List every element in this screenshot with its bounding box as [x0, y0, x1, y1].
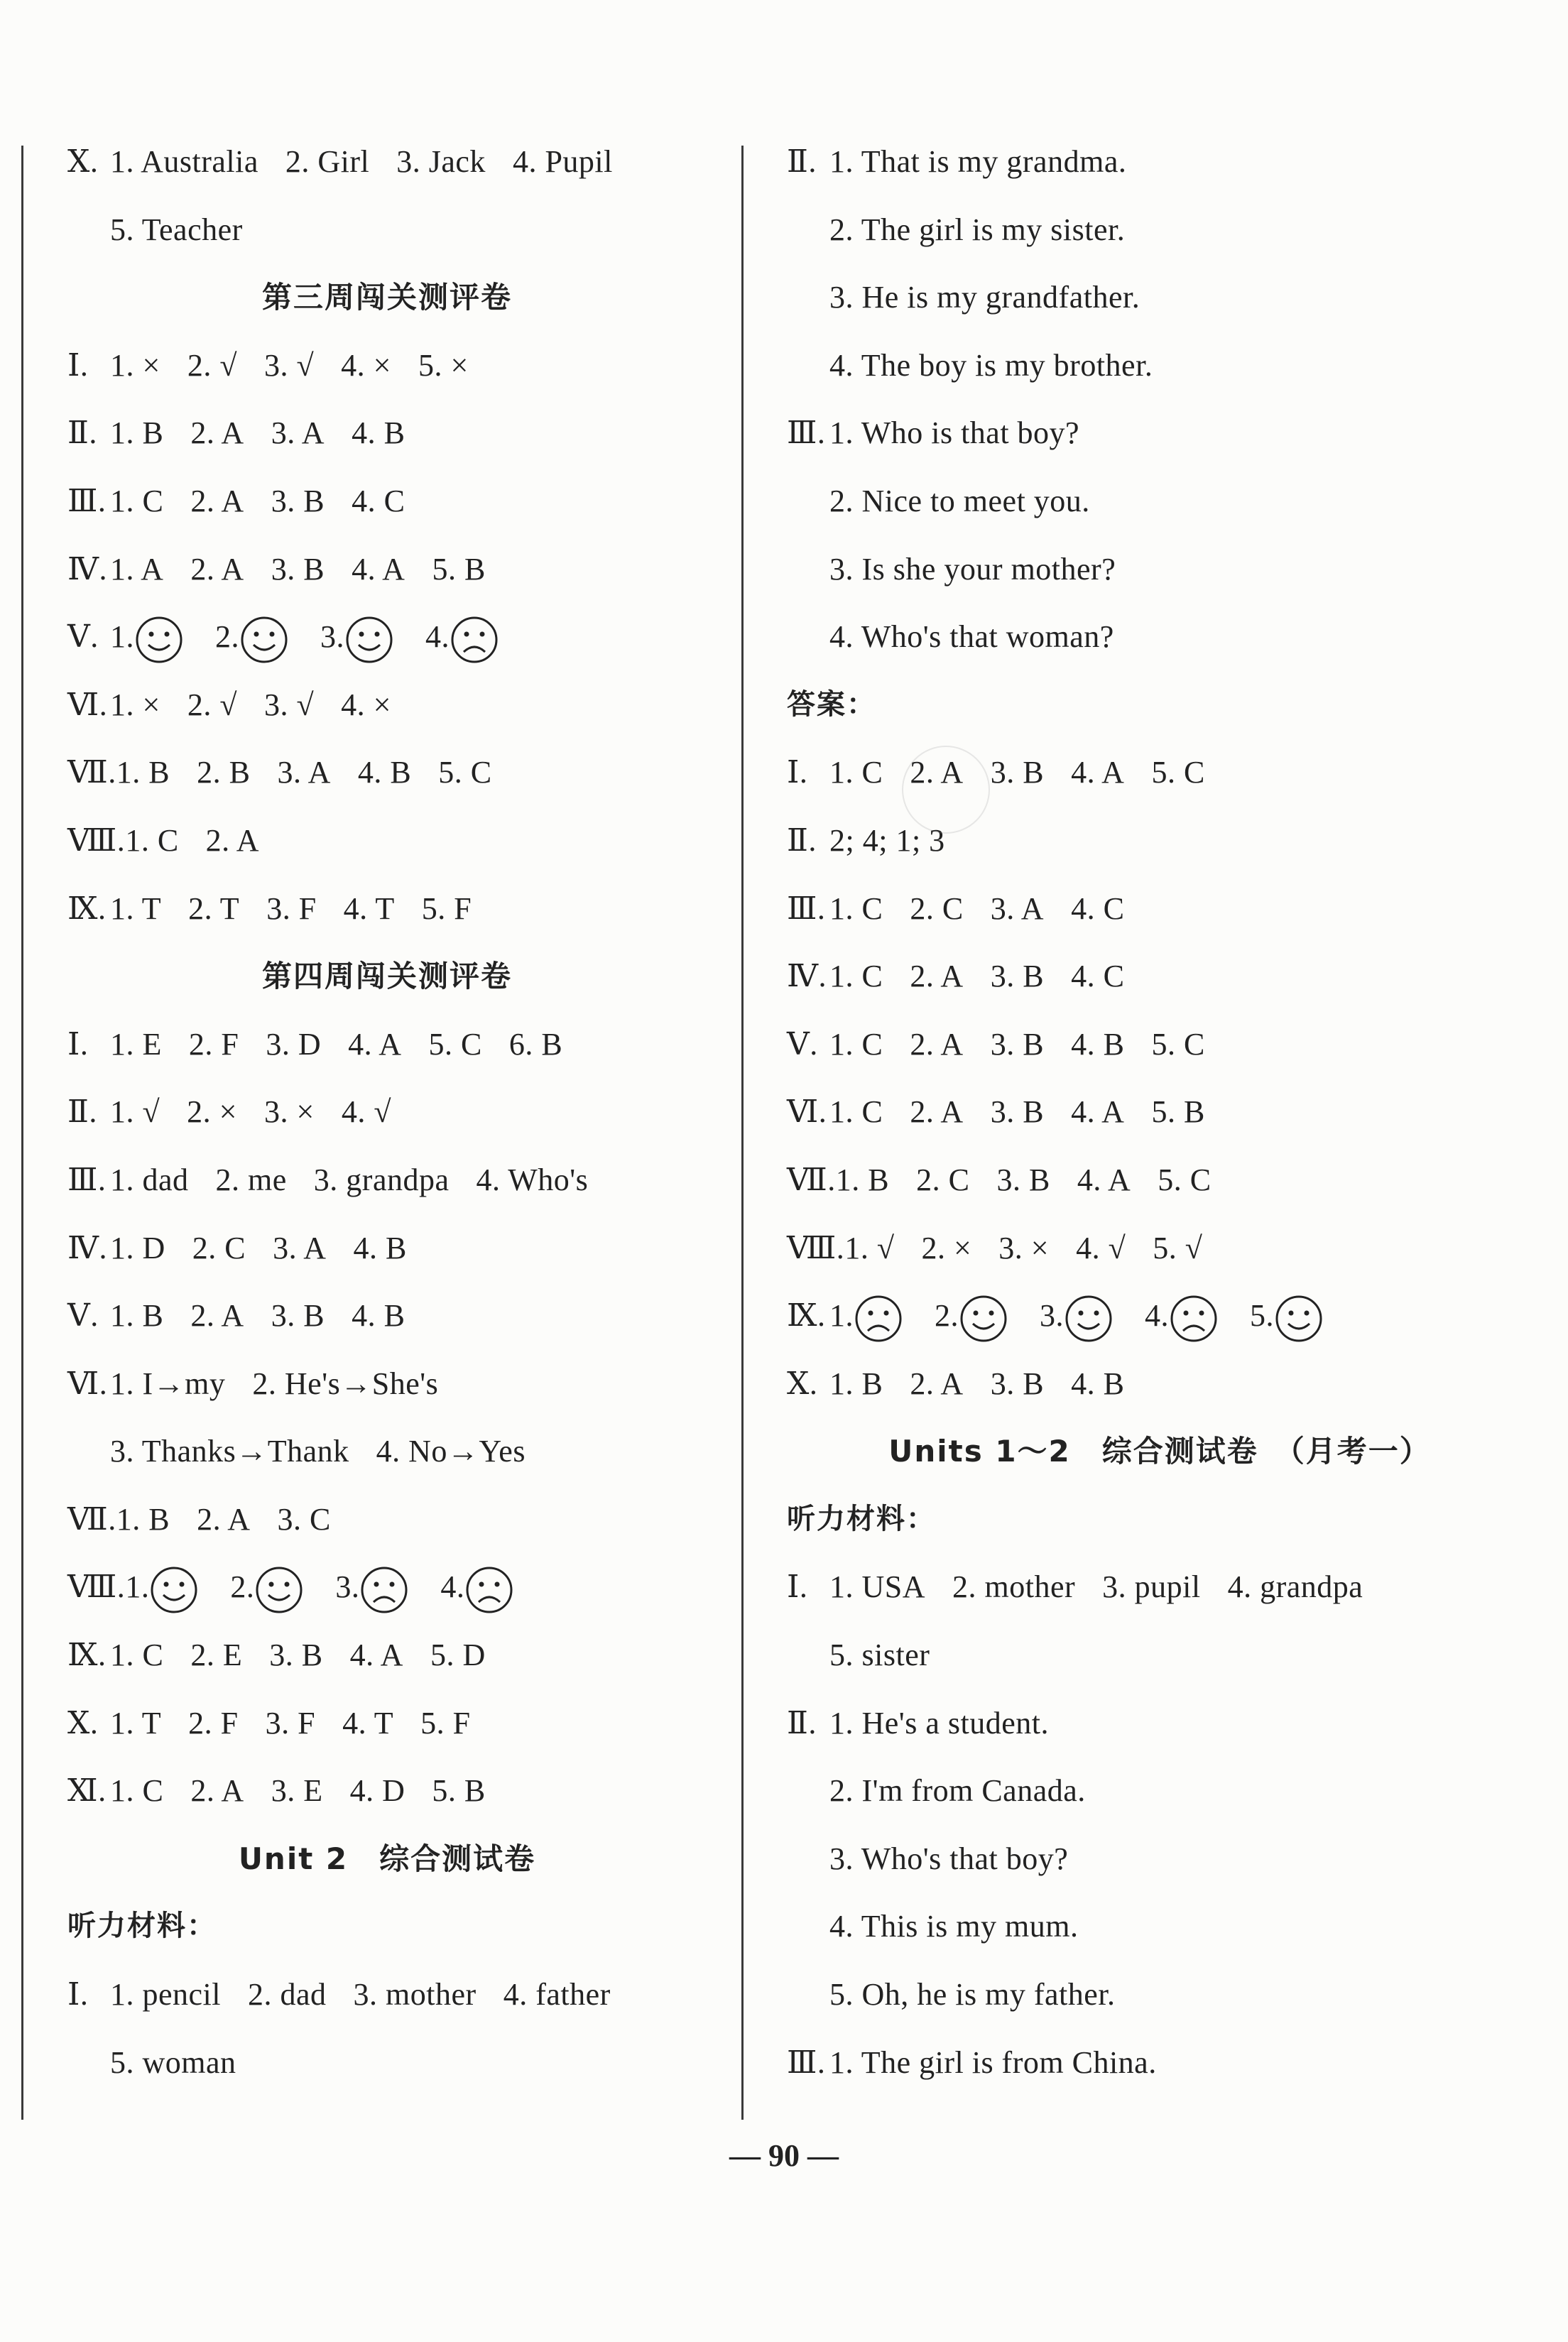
answer-line — [787, 807, 1532, 875]
answer-item: 2. A — [910, 1094, 964, 1130]
answer-item: 2. A — [910, 1026, 964, 1062]
answer-line-continued — [67, 1417, 707, 1486]
answer-item: 1. C — [110, 1773, 164, 1809]
answer-line — [787, 1146, 1532, 1214]
answer-line — [787, 1214, 1532, 1282]
answer-item: 5. B — [432, 1773, 486, 1809]
answer-item: 3. B — [990, 1026, 1045, 1062]
face-item-number: 1. — [110, 619, 134, 655]
answer-item: 5. C — [1151, 755, 1205, 790]
answer-item: 3. Is she your mother? — [829, 551, 1116, 587]
answer-item: 3. D — [266, 1026, 322, 1062]
answer-item: 2. dad — [248, 1977, 327, 2013]
answer-item: 3. F — [265, 1705, 316, 1741]
sad-face-icon — [450, 615, 499, 665]
answer-line — [67, 1486, 707, 1554]
answer-line — [67, 1553, 707, 1621]
answer-item: 1. C — [110, 1638, 164, 1673]
answer-item: 3. √ — [263, 347, 315, 383]
answer-item: 2. A — [910, 1366, 964, 1401]
question-number: Ⅲ. — [787, 890, 826, 926]
question-number: Ⅳ. — [67, 1230, 107, 1265]
answer-item: 4. No→Yes — [376, 1434, 526, 1469]
face-item-number: 2. — [230, 1569, 255, 1605]
answer-line-continued — [787, 332, 1532, 400]
question-number: Ⅳ. — [67, 551, 107, 587]
question-number: Ⅵ. — [67, 687, 108, 722]
question-number: Ⅶ. — [787, 1162, 836, 1197]
question-number: Ⅸ. — [67, 890, 107, 926]
answer-item: 5. sister — [829, 1638, 930, 1673]
section-heading: Unit 2 综合测试卷 — [238, 1841, 536, 1876]
answer-item: 3. B — [990, 755, 1045, 790]
question-number: Ⅷ. — [787, 1230, 845, 1265]
answer-item: 3. × — [263, 1094, 315, 1130]
answer-item: 1. A — [110, 551, 164, 587]
face-item-number: 1. — [829, 1298, 854, 1334]
page-number: — 90 — — [729, 2138, 839, 2173]
answer-item: 2. mother — [952, 1569, 1076, 1605]
answer-item: 3. E — [271, 1773, 323, 1809]
answer-line-continued — [787, 1892, 1532, 1961]
answer-item: 4. A — [352, 551, 405, 587]
answer-item: 1. D — [110, 1230, 165, 1265]
answer-item: 3. Thanks→Thank — [110, 1434, 349, 1469]
answer-item: 1. B — [116, 755, 170, 790]
answer-item: 1. C — [125, 822, 179, 858]
answer-line-continued — [67, 2029, 707, 2097]
answer-item: 3. B — [996, 1162, 1050, 1197]
answer-item: 2; 4; 1; 3 — [829, 822, 945, 858]
answer-item: 4. B — [1071, 1026, 1125, 1062]
answer-item: 1. C — [829, 1094, 883, 1130]
answer-item: 3. B — [271, 551, 325, 587]
answer-item: 4. C — [1071, 959, 1125, 994]
subsection-label: 听力材料： — [787, 1502, 936, 1535]
left-column — [67, 128, 707, 2096]
face-item-number: 4. — [440, 1569, 465, 1605]
answer-line-continued — [787, 603, 1532, 671]
answer-line-continued — [787, 1757, 1532, 1825]
answer-item: 4. A — [1071, 755, 1125, 790]
answer-item: 2. B — [197, 755, 251, 790]
answer-item: 2. A — [190, 483, 244, 518]
question-number: Ⅰ. — [67, 1977, 89, 2013]
answer-item: 5. × — [418, 347, 469, 383]
answer-item: 2. × — [187, 1094, 237, 1130]
answer-item: 2. me — [215, 1162, 287, 1197]
answer-line — [67, 1757, 707, 1825]
answer-item: 3. A — [990, 890, 1045, 926]
answer-item: 1. √ — [110, 1094, 160, 1130]
answer-line — [67, 1078, 707, 1146]
answer-item: 2. T — [188, 890, 240, 926]
question-number: Ⅰ. — [67, 1026, 89, 1062]
answer-item: 2. E — [190, 1638, 243, 1673]
answer-line-continued — [787, 1961, 1532, 2029]
answer-item: 2. √ — [187, 687, 237, 722]
answer-item: 4. × — [341, 687, 391, 722]
question-number: Ⅷ. — [67, 1569, 126, 1605]
answer-item: 2. × — [921, 1230, 972, 1265]
answer-item: 3. × — [998, 1230, 1050, 1265]
question-number: Ⅵ. — [787, 1094, 827, 1130]
answer-line — [67, 1689, 707, 1758]
answer-line — [67, 1011, 707, 1079]
answer-item: 4. √ — [341, 1094, 391, 1130]
answer-line — [67, 1621, 707, 1689]
answer-line — [67, 603, 707, 671]
answer-item: 4. C — [1071, 890, 1125, 926]
answer-item: 4. B — [353, 1230, 407, 1265]
question-number: Ⅱ. — [787, 1705, 817, 1741]
answer-item: 1. B — [829, 1366, 883, 1401]
answer-line — [787, 942, 1532, 1011]
answer-item: 1. × — [110, 687, 160, 722]
question-number: Ⅰ. — [787, 755, 808, 790]
answer-item: 3. F — [266, 890, 317, 926]
question-number: Ⅹ. — [67, 1705, 99, 1741]
answer-line — [787, 1011, 1532, 1079]
answer-item: 5. C — [438, 755, 492, 790]
answer-line — [787, 1553, 1532, 1621]
happy-face-icon — [1064, 1294, 1114, 1344]
answer-item: 5. √ — [1153, 1230, 1203, 1265]
question-number: Ⅶ. — [67, 755, 116, 790]
answer-item: 2. A — [910, 959, 964, 994]
answer-item: 1. The girl is from China. — [829, 2044, 1157, 2080]
answer-item: 3. Jack — [396, 144, 486, 179]
answer-item: 3. B — [271, 483, 325, 518]
answer-item: 3. √ — [263, 687, 315, 722]
answer-item: 3. B — [990, 1366, 1045, 1401]
answer-item: 4. B — [352, 1298, 405, 1334]
sad-face-icon — [359, 1565, 409, 1615]
subsection-label: 听力材料： — [67, 1910, 217, 1943]
answer-item: 3. A — [271, 415, 325, 451]
answer-line — [787, 1282, 1532, 1350]
answer-item: 1. B — [835, 1162, 890, 1197]
answer-item: 5. B — [432, 551, 486, 587]
answer-item: 3. A — [273, 1230, 327, 1265]
question-number: Ⅲ. — [787, 2044, 826, 2080]
answer-item: 3. C — [277, 1501, 331, 1537]
answer-item: 1. B — [116, 1501, 170, 1537]
face-item-number: 2. — [935, 1298, 959, 1334]
answer-item: 2. A — [190, 415, 244, 451]
answer-line — [67, 739, 707, 807]
answer-item: 4. This is my mum. — [829, 1909, 1079, 1944]
question-number: Ⅺ. — [67, 1773, 107, 1809]
question-number: Ⅵ. — [67, 1366, 108, 1401]
answer-item: 1. Australia — [110, 144, 258, 179]
answer-item: 4. grandpa — [1227, 1569, 1363, 1605]
subsection-label: 答案： — [787, 687, 876, 721]
question-number: Ⅴ. — [67, 1298, 99, 1334]
answer-item: 1. √ — [844, 1230, 895, 1265]
face-item-number: 4. — [425, 619, 450, 655]
answer-item: 2. C — [192, 1230, 246, 1265]
answer-item: 1. C — [829, 890, 883, 926]
answer-item: 5. D — [430, 1638, 486, 1673]
answer-line — [787, 1350, 1532, 1418]
answer-item: 4. T — [342, 1705, 394, 1741]
sad-face-icon — [854, 1294, 903, 1344]
question-number: Ⅰ. — [787, 1569, 808, 1605]
answer-item: 1. E — [110, 1026, 162, 1062]
answer-line — [67, 671, 707, 739]
answer-item: 5. F — [420, 1705, 471, 1741]
question-number: Ⅱ. — [67, 1094, 97, 1130]
answer-item: 3. B — [271, 1298, 325, 1334]
answer-item: 2. C — [910, 890, 964, 926]
answer-item: 2. The girl is my sister. — [829, 212, 1126, 247]
answer-item: 1. C — [829, 959, 883, 994]
answer-item: 4. Who's — [476, 1162, 589, 1197]
answer-item: 4. Who's that woman? — [829, 619, 1114, 655]
section-heading: 第四周闯关测评卷 — [261, 959, 512, 994]
question-number: Ⅷ. — [67, 822, 126, 858]
answer-line — [67, 1146, 707, 1214]
answer-item: 1. T — [110, 1705, 162, 1741]
column-divider — [741, 146, 744, 2120]
answer-item: 4. D — [349, 1773, 405, 1809]
answer-item: 2. A — [197, 1501, 251, 1537]
answer-line-continued — [787, 1825, 1532, 1893]
answer-item: 1. C — [829, 755, 883, 790]
answer-line-continued — [787, 263, 1532, 332]
happy-face-icon — [344, 615, 394, 665]
answer-line — [67, 399, 707, 467]
answer-line — [787, 128, 1532, 196]
answer-line — [67, 1350, 707, 1418]
answer-item: 1. He's a student. — [829, 1705, 1049, 1741]
answer-item: 3. He is my grandfather. — [829, 280, 1140, 315]
answer-item: 5. B — [1151, 1094, 1205, 1130]
right-column — [787, 128, 1532, 2096]
answer-line-continued — [787, 196, 1532, 264]
happy-face-icon — [254, 1565, 304, 1615]
answer-line-continued — [787, 535, 1532, 604]
answer-item: 2. A — [190, 551, 244, 587]
question-number: Ⅶ. — [67, 1501, 116, 1537]
answer-item: 5. Oh, he is my father. — [829, 1977, 1116, 2013]
answer-line-continued — [787, 1621, 1532, 1689]
answer-item: 4. Pupil — [512, 144, 613, 179]
answer-line — [67, 1282, 707, 1350]
answer-line-continued — [787, 467, 1532, 535]
answer-item: 3. B — [990, 959, 1045, 994]
answer-item: 2. Nice to meet you. — [829, 483, 1090, 518]
question-number: Ⅸ. — [67, 1638, 107, 1673]
answer-item: 5. Teacher — [110, 212, 243, 247]
answer-item: 4. A — [1077, 1162, 1131, 1197]
answer-item: 4. T — [343, 890, 395, 926]
answer-line — [67, 467, 707, 535]
answer-line — [67, 128, 707, 196]
question-number: Ⅴ. — [787, 1026, 818, 1062]
answer-line — [67, 1214, 707, 1282]
answer-item: 5. C — [1151, 1026, 1205, 1062]
answer-line — [67, 1961, 707, 2029]
watermark-stamp — [902, 746, 990, 834]
answer-line-continued — [67, 196, 707, 264]
answer-item: 5. C — [428, 1026, 482, 1062]
answer-item: 2. A — [205, 822, 260, 858]
question-number: Ⅴ. — [67, 619, 99, 655]
answer-item: 2. F — [188, 1026, 239, 1062]
answer-item: 6. B — [508, 1026, 563, 1062]
answer-item: 1. pencil — [110, 1977, 222, 2013]
answer-line — [67, 332, 707, 400]
answer-line — [787, 399, 1532, 467]
answer-item: 2. F — [188, 1705, 239, 1741]
answer-item: 5. C — [1158, 1162, 1212, 1197]
answer-item: 3. A — [277, 755, 331, 790]
answer-item: 1. Who is that boy? — [829, 415, 1080, 451]
question-number: Ⅸ. — [787, 1298, 826, 1334]
answer-item: 1. I→my — [110, 1366, 226, 1401]
question-number: Ⅹ. — [67, 144, 99, 179]
question-number: Ⅲ. — [67, 1162, 107, 1197]
question-number: Ⅱ. — [787, 144, 817, 179]
answer-item: 4. father — [503, 1977, 611, 2013]
answer-item: 4. A — [348, 1026, 402, 1062]
question-number: Ⅱ. — [67, 415, 97, 451]
answer-item: 1. C — [829, 1026, 883, 1062]
answer-item: 4. B — [357, 755, 412, 790]
face-item-number: 3. — [320, 619, 344, 655]
answer-line — [67, 807, 707, 875]
answer-item: 4. B — [352, 415, 405, 451]
face-item-number: 5. — [1250, 1298, 1274, 1334]
answer-item: 3. B — [990, 1094, 1045, 1130]
answer-item: 2. Girl — [285, 144, 370, 179]
question-number: Ⅱ. — [787, 822, 817, 858]
question-number: Ⅲ. — [67, 483, 107, 518]
question-number: Ⅹ. — [787, 1366, 818, 1401]
answer-item: 3. mother — [353, 1977, 477, 2013]
face-item-number: 4. — [1145, 1298, 1169, 1334]
sad-face-icon — [1169, 1294, 1219, 1344]
happy-face-icon — [959, 1294, 1008, 1344]
answer-item: 3. B — [269, 1638, 323, 1673]
answer-item: 1. dad — [110, 1162, 189, 1197]
answer-item: 4. C — [352, 483, 405, 518]
answer-item: 1. C — [110, 483, 164, 518]
answer-item: 2. √ — [187, 347, 237, 383]
question-number: Ⅰ. — [67, 347, 89, 383]
question-number: Ⅲ. — [787, 415, 826, 451]
answer-item: 2. C — [916, 1162, 970, 1197]
answer-item: 3. pupil — [1102, 1569, 1201, 1605]
answer-item: 5. woman — [110, 2044, 236, 2080]
answer-item: 1. USA — [829, 1569, 926, 1605]
answer-line — [787, 875, 1532, 943]
happy-face-icon — [134, 615, 184, 665]
answer-line — [67, 875, 707, 943]
happy-face-icon — [149, 1565, 199, 1615]
answer-item: 2. A — [190, 1773, 244, 1809]
face-item-number: 2. — [215, 619, 239, 655]
answer-item: 2. A — [190, 1298, 244, 1334]
answer-line — [67, 535, 707, 604]
face-item-number: 3. — [335, 1569, 360, 1605]
answer-item: 4. A — [349, 1638, 403, 1673]
answer-item: 4. √ — [1076, 1230, 1126, 1265]
section-heading: Units 1～2 综合测试卷 （月考一） — [888, 1434, 1431, 1469]
answer-item: 4. × — [341, 347, 391, 383]
answer-item: 2. A — [910, 755, 964, 790]
answer-item: 4. A — [1071, 1094, 1125, 1130]
answer-line — [787, 2029, 1532, 2097]
sad-face-icon — [464, 1565, 514, 1615]
answer-item: 2. I'm from Canada. — [829, 1773, 1086, 1809]
answer-line — [787, 1078, 1532, 1146]
answer-line — [787, 739, 1532, 807]
question-number: Ⅳ. — [787, 959, 827, 994]
answer-item: 4. The boy is my brother. — [829, 347, 1153, 383]
answer-item: 3. Who's that boy? — [829, 1841, 1069, 1876]
answer-line — [787, 1689, 1532, 1758]
answer-item: 1. B — [110, 1298, 164, 1334]
answer-item: 1. T — [110, 890, 162, 926]
answer-item: 5. F — [421, 890, 472, 926]
answer-item: 2. He's→She's — [252, 1366, 439, 1401]
section-heading: 第三周闯关测评卷 — [261, 280, 512, 315]
answer-item: 1. × — [110, 347, 160, 383]
face-item-number: 1. — [125, 1569, 150, 1605]
happy-face-icon — [1274, 1294, 1324, 1344]
answer-item: 3. grandpa — [313, 1162, 450, 1197]
happy-face-icon — [239, 615, 289, 665]
answer-item: 1. B — [110, 415, 164, 451]
face-item-number: 3. — [1040, 1298, 1064, 1334]
answer-item: 4. B — [1071, 1366, 1125, 1401]
answer-item: 1. That is my grandma. — [829, 144, 1127, 179]
left-margin-rule — [21, 146, 23, 2120]
